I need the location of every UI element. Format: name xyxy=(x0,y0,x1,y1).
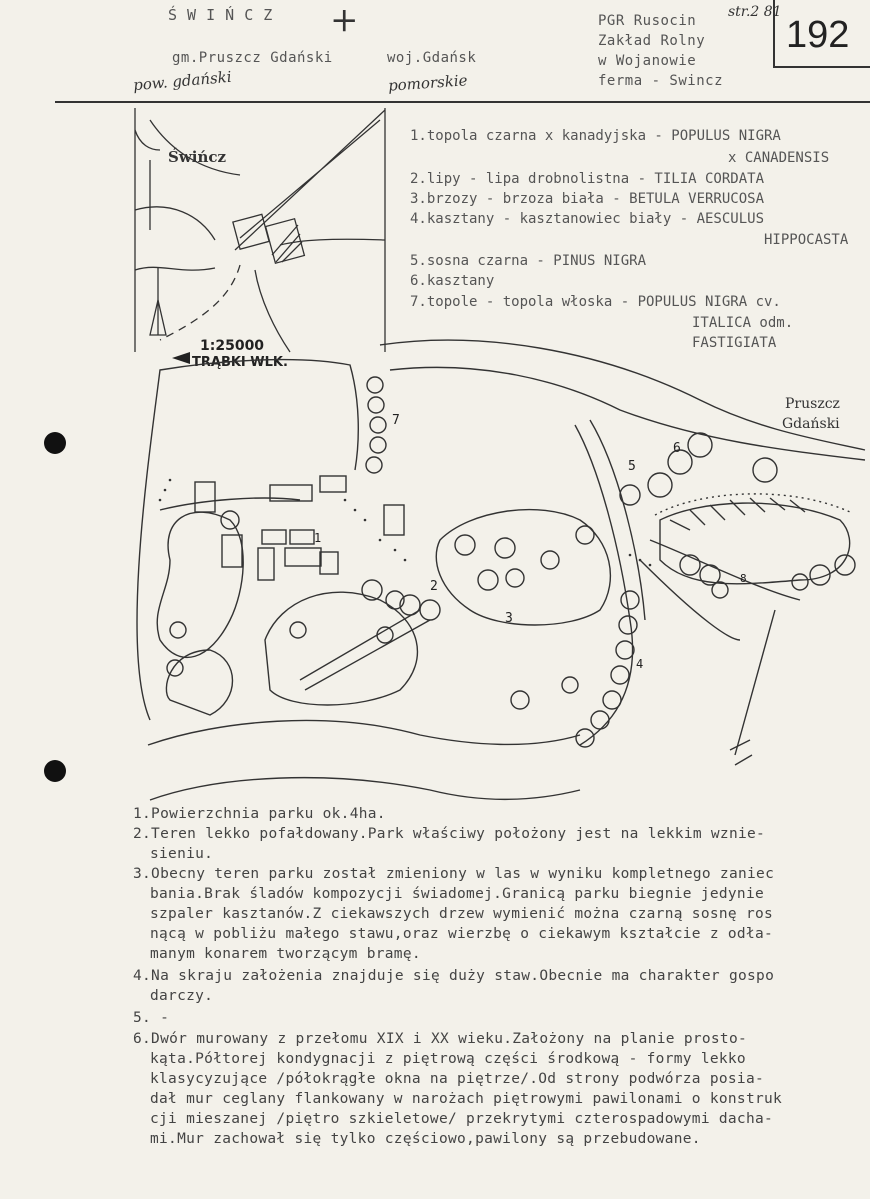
inset-road-arrow xyxy=(172,352,190,364)
commune-handwritten-note: pow. gdański xyxy=(132,67,233,95)
owner-line-2: Zakład Rolny xyxy=(598,33,706,49)
map-marker-4: 4 xyxy=(636,657,644,671)
note-line-5: bania.Brak śladów kompozycji świadomej.Granicą parku biegnie jedynie xyxy=(150,886,765,902)
note-line-12: 6.Dwór murowany z przełomu XIX i XX wieku.Założony na planie prosto- xyxy=(133,1031,748,1047)
cross-mark: + xyxy=(330,0,359,40)
note-line-16: cji mieszanej /piętro szkieletowe/ przekrytymi czterospadowymi dacha- xyxy=(150,1111,774,1127)
note-line-6: szpaler kasztanów.Z ciekawszych drzew wymienić można czarną sosnę ros xyxy=(150,906,774,922)
note-line-1: 1.Powierzchnia parku ok.4ha. xyxy=(133,806,386,822)
note-line-2: 2.Teren lekko pofałdowany.Park właściwy położony jest na lekkim wznie- xyxy=(133,826,766,842)
note-line-7: nącą w pobliżu małego stawu,oraz wierzbę o ciekawym kształcie z odła- xyxy=(150,926,774,942)
page-reference: str.2 81 xyxy=(728,4,782,20)
note-line-13: kąta.Półtorej kondygnacji z piętrową części środkową - formy lekko xyxy=(150,1051,746,1067)
map-marker-1: 1 xyxy=(314,531,322,545)
legend-line-11: FASTIGIATA xyxy=(692,335,777,351)
legend-line-6: HIPPOCASTA xyxy=(764,232,849,248)
inset-map xyxy=(135,108,385,352)
legend-line-4: 3.brzozy - brzoza biała - BETULA VERRUCOSA xyxy=(410,191,765,207)
owner-line-4: ferma - Swincz xyxy=(598,73,724,89)
owner-line-3: w Wojanowie xyxy=(598,53,697,69)
note-line-3: sieniu. xyxy=(150,846,214,862)
legend-line-2: x CANADENSIS xyxy=(728,150,830,166)
main-road-label-1: Pruszcz xyxy=(785,396,840,412)
legend-line-8: 6.kasztany xyxy=(410,273,495,289)
inset-place-name: Świńcz xyxy=(168,148,227,166)
note-line-17: mi.Mur zachował się tylko częściowo,pawilony są przebudowane. xyxy=(150,1131,701,1147)
voivodeship-label: woj.Gdańsk xyxy=(387,50,477,66)
note-line-15: dał mur ceglany flankowany w narożach piętrowymi pawilonami o konstruk xyxy=(150,1091,783,1107)
commune-label: gm.Pruszcz Gdański xyxy=(172,50,333,66)
legend-line-1: 1.topola czarna x kanadyjska - POPULUS NIGRA xyxy=(410,128,781,144)
legend-line-10: ITALICA odm. xyxy=(692,315,794,331)
voivodeship-handwritten-note: pomorskie xyxy=(387,71,469,95)
sheet-number: 192 xyxy=(786,14,850,56)
map-marker-3: 3 xyxy=(505,611,513,626)
map-marker-2: 2 xyxy=(430,579,438,594)
inset-scale: 1:25000 xyxy=(200,338,265,354)
main-park-plan xyxy=(137,340,865,800)
map-marker-7: 7 xyxy=(392,413,400,428)
map-marker-5: 5 xyxy=(628,459,636,474)
note-line-8: manym konarem tworzącym bramę. xyxy=(150,946,421,962)
note-line-11: 5. - xyxy=(133,1010,170,1026)
map-marker-8: 8 xyxy=(740,572,747,585)
legend-line-9: 7.topole - topola włoska - POPULUS NIGRA cv. xyxy=(410,294,781,310)
note-line-9: 4.Na skraju założenia znajduje się duży staw.Obecnie ma charakter gospo xyxy=(133,968,775,984)
legend-line-7: 5.sosna czarna - PINUS NIGRA xyxy=(410,253,647,269)
note-line-14: klasycyzujące /półokrągłe okna na piętrze/.Od strony podwórza posia- xyxy=(150,1071,765,1087)
main-road-label-2: Gdański xyxy=(782,416,840,432)
map-marker-6: 6 xyxy=(673,441,681,456)
legend-line-3: 2.lipy - lipa drobnolistna - TILIA CORDATA xyxy=(410,171,765,187)
document-title: Ś W I Ń C Z xyxy=(168,6,273,24)
note-line-10: darczy. xyxy=(150,988,214,1004)
inset-road-label: TRĄBKI WLK. xyxy=(192,355,288,370)
owner-line-1: PGR Rusocin xyxy=(598,13,697,29)
legend-line-5: 4.kasztany - kasztanowiec biały - AESCULUS xyxy=(410,211,765,227)
note-line-4: 3.Obecny teren parku został zmieniony w las w wyniku kompletnego zaniec xyxy=(133,866,775,882)
